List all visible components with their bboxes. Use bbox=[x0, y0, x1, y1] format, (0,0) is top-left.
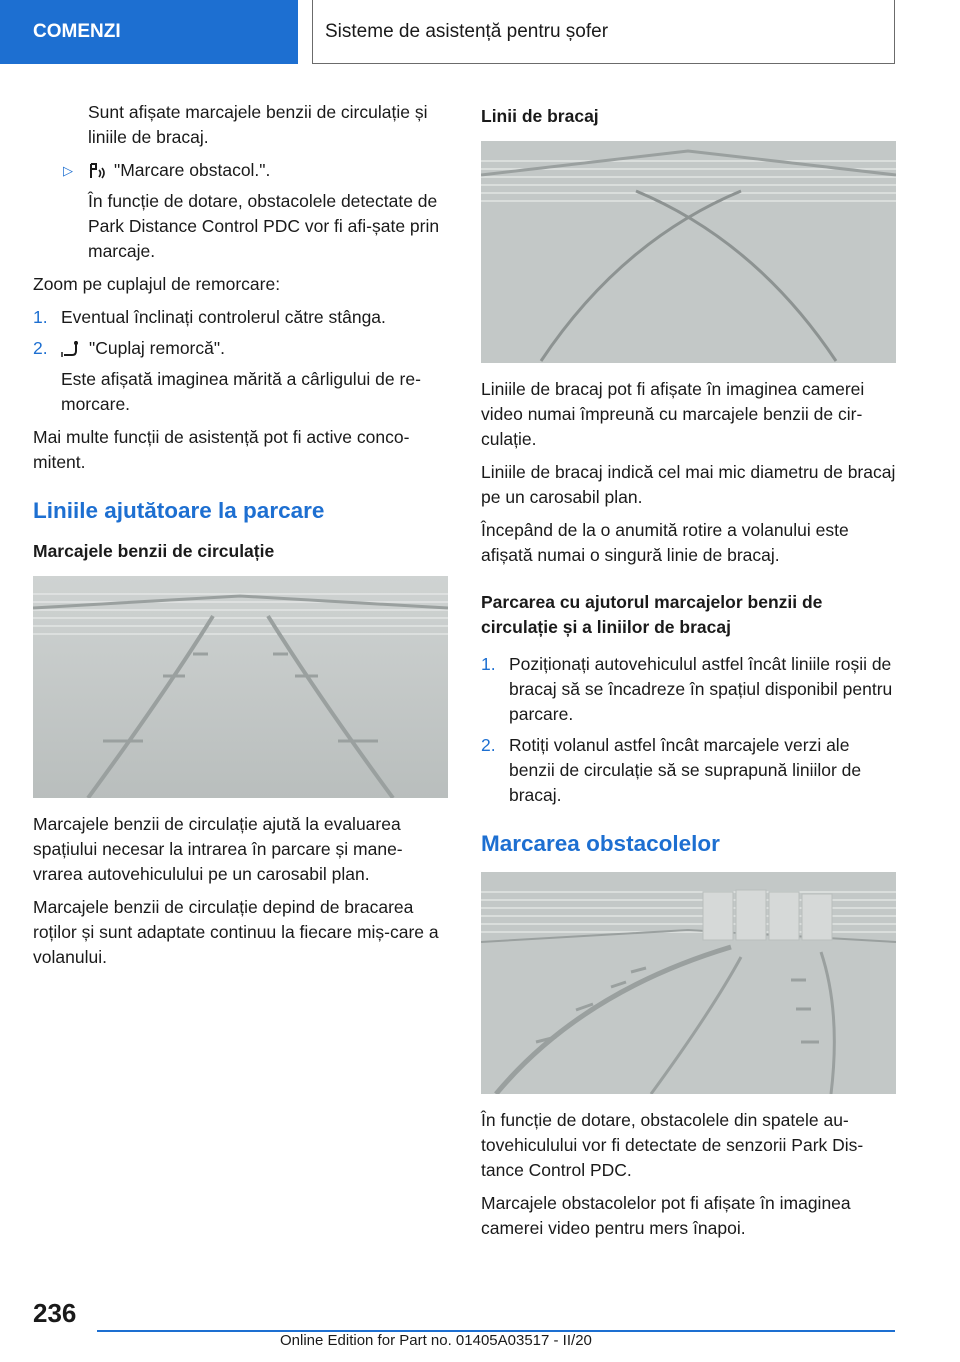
steering-lines-figure bbox=[481, 141, 896, 363]
list-item bbox=[33, 336, 448, 361]
list-item-text: Rotiți volanul astfel încât marcajele verzi ale benzii de circulație să se suprapună liniilor de bracaj. bbox=[509, 735, 862, 805]
paragraph: În funcție de dotare, obstacolele detectate de Park Distance Control PDC vor fi afi‐șate prin marcaje. bbox=[88, 191, 440, 261]
section-heading: Liniile ajutătoare la parcare bbox=[33, 498, 325, 523]
edition-note: Online Edition for Part no. 01405A03517 - II/20 bbox=[280, 1332, 592, 1349]
step-number: 2. bbox=[33, 338, 48, 358]
subsection-heading: Marcajele benzii de circulație bbox=[33, 541, 275, 561]
paragraph: Este afișată imaginea mărită a cârligului de re‐morcare. bbox=[61, 369, 421, 414]
list-item bbox=[481, 733, 896, 808]
step-number: 2. bbox=[481, 735, 496, 755]
list-item bbox=[33, 158, 448, 183]
page-header-title: Sisteme de asistență pentru șofer bbox=[312, 0, 895, 64]
section-heading: Marcarea obstacolelor bbox=[481, 831, 720, 856]
paragraph: Zoom pe cuplajul de remorcare: bbox=[33, 274, 281, 294]
list-item bbox=[481, 652, 896, 727]
list-item bbox=[33, 305, 448, 330]
list-item-text: Poziționați autovehiculul astfel încât liniile roșii de bracaj să se încadreze în spațiul disponibil pentru parcare. bbox=[509, 654, 893, 724]
list-item-text: Eventual înclinați controlerul către stânga. bbox=[61, 307, 386, 327]
obstacle-marking-icon bbox=[88, 162, 106, 180]
subsection-heading: Linii de bracaj bbox=[481, 106, 599, 126]
paragraph: Marcajele benzii de circulație depind de bracarea roților și sunt adaptate continuu la fiecare miș‐care a volanului. bbox=[33, 897, 439, 967]
section-tab[interactable]: COMENZI bbox=[0, 0, 298, 64]
list-item-text: "Marcare obstacol.". bbox=[114, 160, 271, 180]
paragraph: Începând de la o anumită rotire a volanului este afișată numai o singură linie de bracaj. bbox=[481, 520, 849, 565]
paragraph: Mai multe funcții de asistență pot fi active conco‐mitent. bbox=[33, 427, 410, 472]
page-number: 236 bbox=[33, 1298, 77, 1328]
step-number: 1. bbox=[481, 654, 496, 674]
obstacle-markings-figure bbox=[481, 872, 896, 1094]
list-item-text: "Cuplaj remorcă". bbox=[89, 338, 225, 358]
paragraph: Liniile de bracaj pot fi afișate în imaginea camerei video numai împreună cu marcajele benzii de cir‐culație. bbox=[481, 379, 865, 449]
right-column bbox=[481, 100, 896, 1249]
paragraph: Marcajele obstacolelor pot fi afișate în imaginea camerei video pentru mers înapoi. bbox=[481, 1193, 851, 1238]
paragraph: Marcajele benzii de circulație ajută la evaluarea spațiului necesar la intrarea în parcare și mane‐vrarea autovehiculului pe un carosabil plan. bbox=[33, 814, 403, 884]
subsection-heading: Parcarea cu ajutorul marcajelor benzii de circulație și a liniilor de bracaj bbox=[481, 592, 823, 637]
arrow-bullet-icon: ▷ bbox=[63, 163, 73, 178]
left-column bbox=[33, 100, 448, 978]
paragraph: În funcție de dotare, obstacolele din spatele au‐tovehiculului vor fi detectate de senzorii Park Dis‐tance Control PDC. bbox=[481, 1110, 864, 1180]
paragraph: Sunt afișate marcajele benzii de circulație și liniile de bracaj. bbox=[88, 102, 428, 147]
step-number: 1. bbox=[33, 307, 48, 327]
lane-markings-figure bbox=[33, 576, 448, 798]
trailer-hitch-icon bbox=[61, 340, 81, 358]
paragraph: Liniile de bracaj indică cel mai mic diametru de bracaj pe un carosabil plan. bbox=[481, 462, 896, 507]
